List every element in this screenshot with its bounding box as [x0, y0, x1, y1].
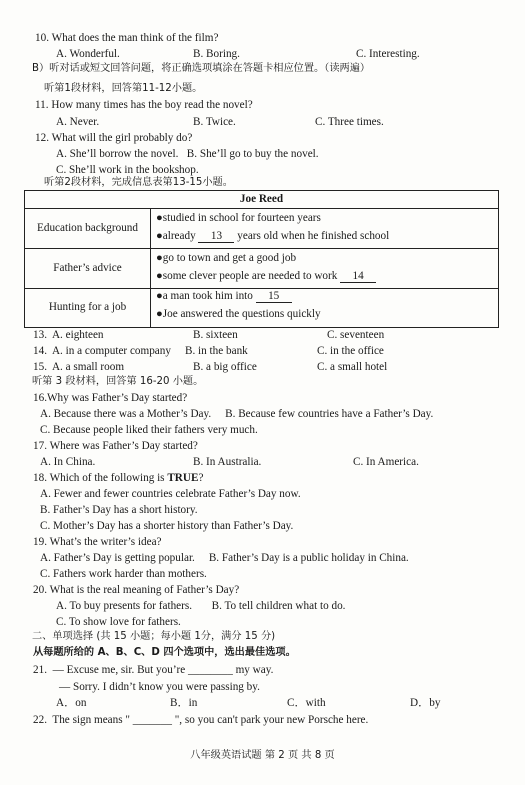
q20-option-c: C. To show love for fathers. — [56, 616, 181, 628]
q17-option-b: B. In Australia. — [193, 456, 262, 468]
q21-option-d: D．by — [410, 697, 441, 709]
table-row-education — [25, 209, 498, 249]
line-text: years old when he finished school — [237, 230, 390, 242]
q10-option-c: C. Interesting. — [356, 48, 420, 60]
q21-option-a: A．on — [56, 697, 87, 709]
q15-option-a: 15. A. a small room — [33, 361, 125, 373]
row-line-2 — [156, 231, 389, 243]
passage-2-instruction: 听第2段材料，完成信息表第13-15小题。 — [44, 177, 233, 188]
q21-reply: — Sorry. I didn’t know you were passing by. — [59, 681, 260, 693]
q21-option-b: B．in — [170, 697, 198, 709]
q16-option-c: C. Because people liked their fathers very much. — [40, 424, 258, 436]
passage-1-instruction: 听第1段材料，回答第11-12小题。 — [44, 83, 203, 94]
q11-option-a: A. Never. — [56, 116, 100, 128]
q13-option-c: C. seventeen — [327, 329, 385, 341]
stem-text: ? — [198, 472, 204, 484]
q17-option-c: C. In America. — [353, 456, 419, 468]
q11-option-c: C. Three times. — [315, 116, 384, 128]
row-label: Father’s advice — [25, 249, 151, 288]
q16-stem: 16.Why was Father’s Day started? — [33, 392, 188, 404]
blank-15: 15 — [256, 291, 292, 303]
q14-option-a: 14. A. in a computer company — [33, 345, 171, 357]
q12-option-c: C. She’ll work in the bookshop. — [56, 164, 199, 176]
q11-option-b: B. Twice. — [193, 116, 236, 128]
section-b-instruction: B）听对话或短文回答问题，将正确选项填涂在答题卡相应位置。（读两遍） — [32, 63, 371, 74]
q11-stem: 11. How many times has the boy read the novel? — [35, 99, 253, 111]
q13-option-a: 13. A. eighteen — [33, 329, 104, 341]
passage-3-instruction: 听第 3 段材料，回答第 16-20 小题。 — [32, 376, 204, 387]
q10-stem: 10. What does the man think of the film? — [35, 32, 219, 44]
line-text: ●a man took him into — [156, 290, 253, 302]
row-label: Hunting for a job — [25, 289, 151, 327]
q19-options-ab: A. Father’s Day is getting popular. B. Father’s Day is a public holiday in China. — [40, 552, 409, 564]
q17-option-a: A. In China. — [40, 456, 96, 468]
q16-options-ab: A. Because there was a Mother’s Day. B. Because few countries have a Father’s Day. — [40, 408, 434, 420]
table-row-job-hunting — [25, 289, 498, 327]
q20-stem: 20. What is the real meaning of Father’s Day? — [33, 584, 240, 596]
row-label: Education background — [25, 209, 151, 248]
blank-14: 14 — [340, 271, 376, 283]
q22-stem: 22. The sign means " _______ ", so you can't park your new Porsche here. — [33, 714, 369, 726]
row-line-1 — [156, 291, 292, 303]
q17-stem: 17. Where was Father’s Day started? — [33, 440, 198, 452]
q21-stem: 21. — Excuse me, sir. But you’re ________ my way. — [33, 664, 274, 676]
table-title: Joe Reed — [25, 191, 498, 209]
row-line-2: ●Joe answered the questions quickly — [156, 308, 321, 320]
line-text: ●already — [156, 230, 196, 242]
q14-option-c: C. in the office — [317, 345, 384, 357]
q14-option-b: B. in the bank — [185, 345, 248, 357]
line-text: ●some clever people are needed to work — [156, 270, 338, 282]
q10-option-b: B. Boring. — [193, 48, 240, 60]
q21-option-c: C．with — [287, 697, 326, 709]
row-line-1: ●studied in school for fourteen years — [156, 212, 321, 224]
q18-option-b: B. Father’s Day has a short history. — [40, 504, 198, 516]
q15-option-c: C. a small hotel — [317, 361, 388, 373]
q19-option-c: C. Fathers work harder than mothers. — [40, 568, 207, 580]
q18-stem — [33, 473, 203, 484]
q13-option-b: B. sixteen — [193, 329, 238, 341]
q19-stem: 19. What’s the writer’s idea? — [33, 536, 162, 548]
q20-options-ab: A. To buy presents for fathers. B. To tell children what to do. — [56, 600, 346, 612]
blank-13: 13 — [198, 231, 234, 243]
table-row-father-advice — [25, 249, 498, 289]
q15-option-b: B. a big office — [193, 361, 257, 373]
row-line-1: ●go to town and get a good job — [156, 252, 297, 264]
info-table — [24, 190, 499, 328]
page-footer: 八年级英语试题 第 2 页 共 8 页 — [190, 750, 335, 761]
q10-option-a: A. Wonderful. — [56, 48, 120, 60]
row-line-2 — [156, 271, 376, 283]
part-2-heading: 二、单项选择 (共 15 小题；每小题 1分，满分 15 分) — [32, 631, 276, 642]
q12-options-ab: A. She’ll borrow the novel. B. She’ll go to buy the novel. — [56, 148, 319, 160]
stem-emphasis: TRUE — [167, 472, 199, 484]
q12-stem: 12. What will the girl probably do? — [35, 132, 193, 144]
q18-option-a: A. Fewer and fewer countries celebrate Father’s Day now. — [40, 488, 301, 500]
part-2-instruction: 从每题所给的 A、B、C、D 四个选项中，选出最佳选项。 — [33, 647, 296, 658]
q18-option-c: C. Mother’s Day has a shorter history than Father’s Day. — [40, 520, 294, 532]
stem-text: 18. Which of the following is — [33, 472, 168, 484]
